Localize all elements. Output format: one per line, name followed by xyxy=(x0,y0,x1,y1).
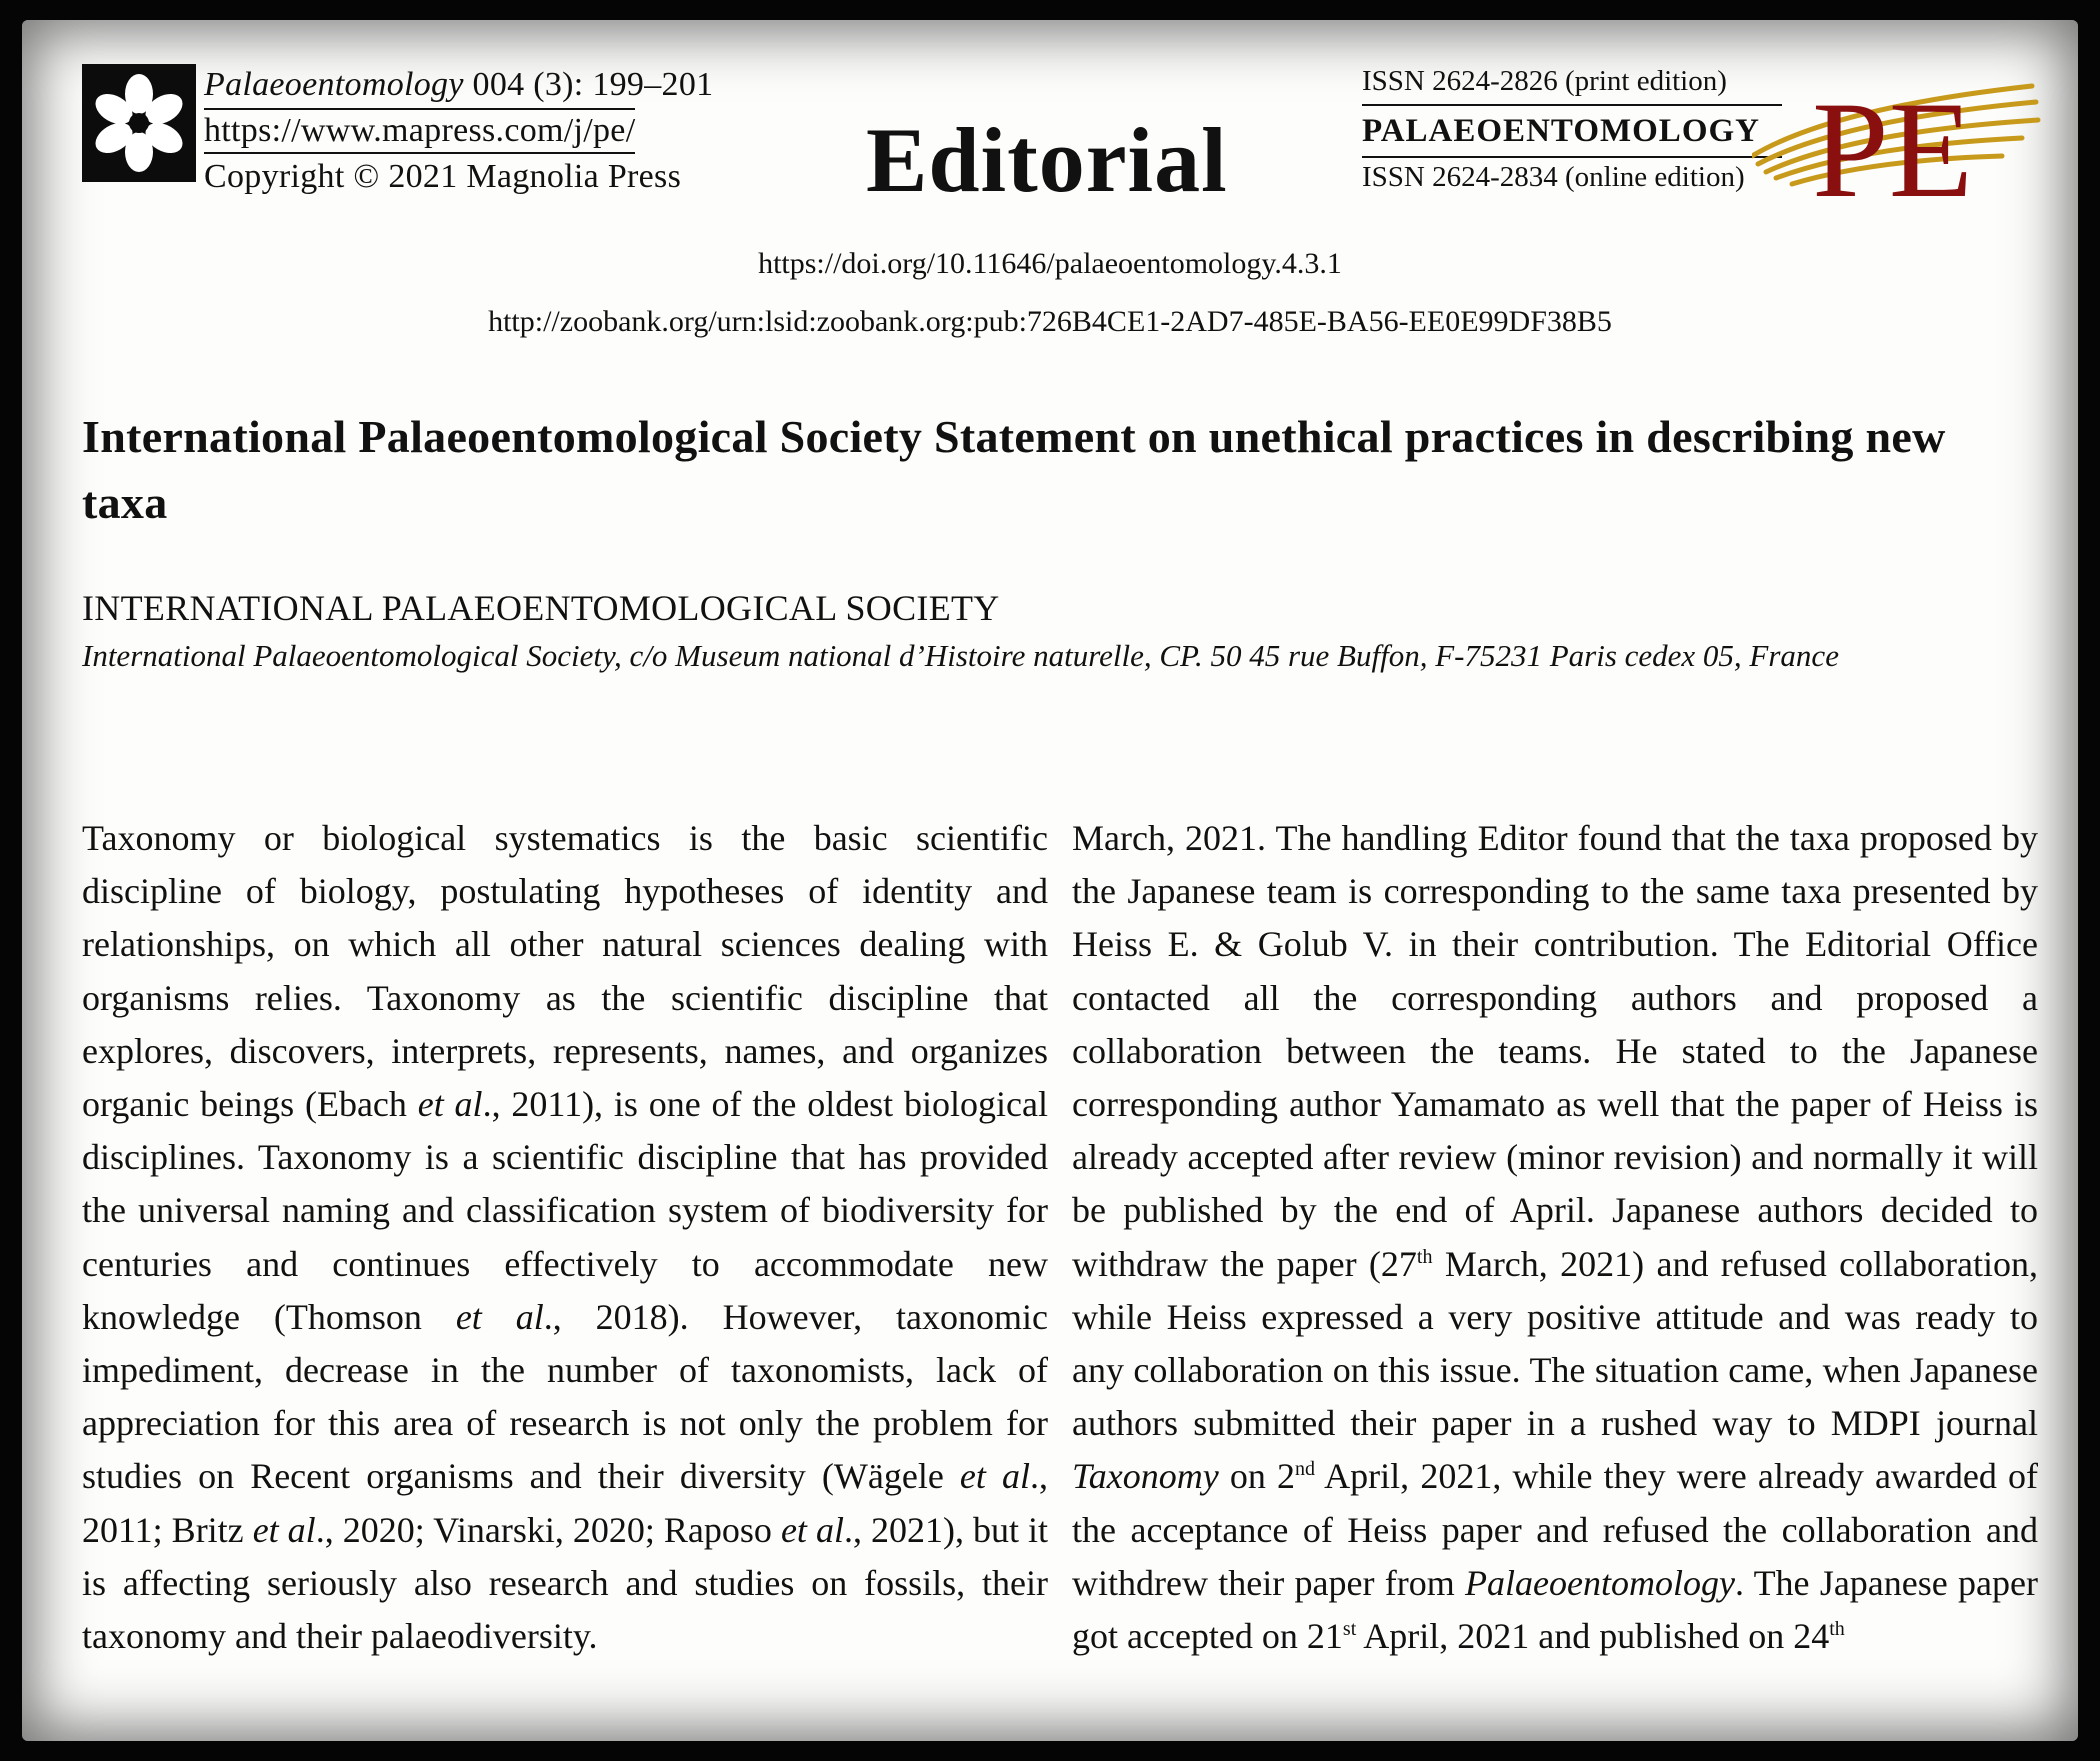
journal-name: Palaeoentomology xyxy=(204,66,464,103)
text-run: April, 2021, while they were already awarded of the acceptance of Heiss paper and refused the collaboration and withdrew their paper from xyxy=(1072,1456,2039,1603)
journal-name-italic: Palaeoentomology xyxy=(1465,1562,1735,1603)
zoobank-link[interactable]: http://zoobank.org/urn:lsid:zoobank.org:pub:726B4CE1-2AD7-485E-BA56-EE0E99DF38B5 xyxy=(488,305,1612,338)
text-run: Taxonomy or biological systematics is the basic scientific discipline of biology, postulating hypotheses of identity and relationships, on which all other natural sciences dealing with organisms relies. Taxonomy as the scientific discipline that explores, discovers, interprets, represents, names, and organizes organic beings (Ebach xyxy=(82,818,1048,1125)
doi-link[interactable]: https://doi.org/10.11646/palaeoentomology.4.3.1 xyxy=(758,247,1342,280)
article-title: International Palaeoentomological Society Statement on unethical practices in describing new taxa xyxy=(82,411,1946,528)
pe-letters: PE xyxy=(1812,73,1974,208)
body-paragraph xyxy=(82,812,1048,1663)
journal-url-link[interactable]: https://www.mapress.com/j/pe/ xyxy=(204,108,635,154)
body-column-right xyxy=(1072,812,2038,1663)
text-run: March, 2021. The handling Editor found that the taxa proposed by the Japanese team is corresponding to the same taxa presented by Heiss E. & Golub V. in their contribution. The Editorial Office contacted all the corresponding authors and proposed a collaboration between the teams. He stated to the Japanese corresponding author Yamamato as well that the paper of Heiss is already accepted after review (minor revision) and normally it will be published by the end of April. Japanese authors decided to withdraw the paper (27 xyxy=(1072,818,2038,1284)
text-run: ., 2020; Vinarski, 2020; Raposo xyxy=(315,1509,781,1550)
text-run-italic: et al xyxy=(252,1509,316,1550)
issn-block xyxy=(1362,60,1782,196)
magnolia-press-logo-icon xyxy=(82,64,196,182)
body-paragraph xyxy=(1072,812,2038,1663)
text-run: March, 2021) and refused collaboration, while Heiss expressed a very positive attitude and was ready to any collaboration on this issue. The situation came, when Japanese authors submitted their paper in a rushed way to MDPI journal xyxy=(1072,1243,2038,1444)
issn-online: ISSN 2624-2834 (online edition) xyxy=(1362,156,1782,196)
text-run-italic: et al xyxy=(780,1509,844,1550)
volume-issue-pages: 004 (3): 199–201 xyxy=(463,66,714,103)
superscript: th xyxy=(1829,1618,1845,1641)
superscript: th xyxy=(1416,1245,1433,1268)
journal-citation xyxy=(204,62,744,108)
text-run-italic: et al xyxy=(417,1084,483,1125)
text-run-italic: et al xyxy=(959,1456,1030,1497)
superscript: nd xyxy=(1295,1458,1315,1481)
text-run: on 2 xyxy=(1218,1456,1295,1497)
text-run: April, 2021 and published on 24 xyxy=(1356,1616,1830,1657)
text-run: ., 2021), but it is affecting seriously also research and studies on fossils, their taxonomy and their palaeodiversity. xyxy=(82,1509,1048,1657)
author-affiliation: International Palaeoentomological Society, c/o Museum national d’Histoire naturelle, CP. 50 45 rue Buffon, F-75231 Paris cedex 05, France xyxy=(82,638,1839,673)
journal-name-italic: Taxonomy xyxy=(1072,1456,1219,1497)
section-heading: Editorial xyxy=(866,109,1228,211)
body-column-left xyxy=(82,812,1048,1663)
masthead xyxy=(204,62,744,200)
copyright-line: Copyright © 2021 Magnolia Press xyxy=(204,158,682,195)
superscript: st xyxy=(1342,1618,1357,1641)
text-run: ., 2011; Britz xyxy=(82,1456,1048,1550)
text-run-italic: et al xyxy=(455,1296,544,1337)
text-run: . The Japanese paper got accepted on 21 xyxy=(1072,1562,2038,1657)
text-run: ., 2018). However, taxonomic impediment, decrease in the number of taxonomists, lack of appreciation for this area of research is not only the problem for studies on Recent organisms and their diversity (Wägele xyxy=(82,1296,1049,1497)
article-page xyxy=(22,20,2078,1741)
journal-name-caps: PALAEOENTOMOLOGY xyxy=(1362,113,1760,149)
text-run: ., 2011), is one of the oldest biological disciplines. Taxonomy is a scientific discipline that has provided the universal naming and classification system of biodiversity for centuries and continues effectively to accommodate new knowledge (Thomson xyxy=(82,1084,1048,1337)
author-name: INTERNATIONAL PALAEOENTOMOLOGICAL SOCIETY xyxy=(82,588,1000,628)
issn-print: ISSN 2624-2826 (print edition) xyxy=(1362,60,1782,106)
pe-journal-logo-icon xyxy=(1752,68,2042,208)
